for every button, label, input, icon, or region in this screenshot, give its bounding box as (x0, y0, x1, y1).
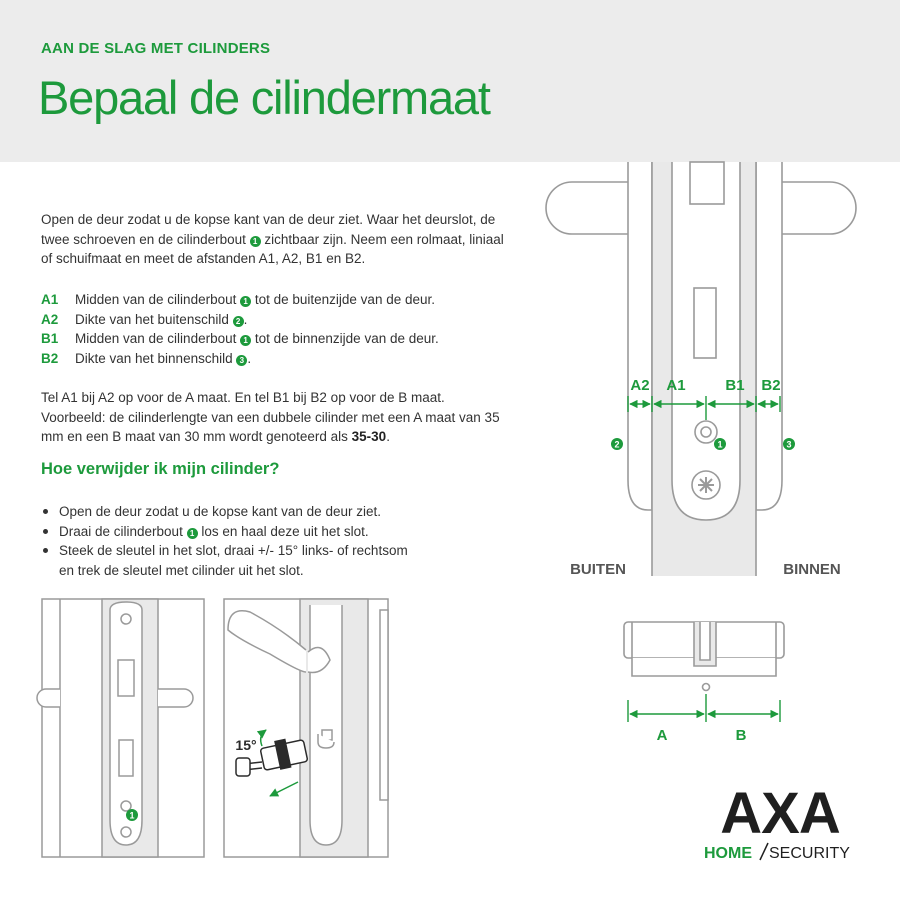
logo-brand: AXA (720, 781, 840, 846)
definition-text: . (243, 311, 248, 327)
intro-line: of schuifmaat en meet de afstanden A1, A2, B1 en B2. (41, 251, 366, 267)
definition-text: Dikte van het binnenschild (75, 350, 237, 366)
marker-icon: 2 (233, 316, 244, 327)
kicker: AAN DE SLAG MET CILINDERS (41, 40, 271, 57)
definition-code: B1 (41, 331, 59, 347)
latch-opening (690, 162, 724, 204)
label-b1: B1 (725, 377, 745, 394)
door-diagram (546, 162, 856, 576)
bullet-text: en trek de sleutel met cilinder uit het slot. (59, 562, 304, 578)
inner-handle (782, 182, 856, 234)
definition-code: B2 (41, 350, 59, 366)
cylinder-diagram (624, 622, 784, 691)
definition-code: A2 (41, 311, 59, 327)
marker-2-icon: 2 (614, 439, 620, 450)
outer-plate (628, 162, 652, 510)
page-title: Bepaal de cilindermaat (38, 71, 490, 124)
marker-1-icon: 1 (717, 439, 723, 450)
bullet-text: los en haal deze uit het slot. (197, 523, 369, 539)
definition-text: tot de buitenzijde van de deur. (251, 292, 435, 307)
example-line: Tel A1 bij A2 op voor de A maat. En tel B1 bij B2 op voor de B maat. (41, 390, 445, 405)
removal-heading: Hoe verwijder ik mijn cilinder? (41, 460, 280, 478)
marker-1-icon: 1 (129, 810, 135, 821)
bullet-text: Draai de cilinderbout (59, 523, 187, 539)
lock-front-diagram (37, 599, 204, 857)
intro-line: Open de deur zodat u de kopse kant van de deur ziet. Waar het deurslot, de (41, 212, 496, 227)
bullet-text: Steek de sleutel in het slot, draai +/- 15° links- of rechtsom (59, 543, 408, 559)
label-b2: B2 (761, 377, 781, 394)
label-a2: A2 (630, 377, 650, 394)
angle-label: 15° (235, 737, 257, 753)
marker-icon: 3 (236, 355, 247, 366)
side-outside-label: BUITEN (570, 561, 626, 578)
cylinder-dimensions (628, 694, 780, 722)
axa-logo (704, 781, 850, 862)
marker-icon: 1 (240, 335, 251, 346)
example-notation: 35-30 (351, 429, 387, 445)
label-a1: A1 (666, 377, 686, 394)
example-text: . (386, 429, 390, 445)
definition-text: Midden van de cilinderbout (75, 292, 241, 307)
definition-text: Dikte van het buitenschild (75, 311, 233, 327)
marker-3-icon: 3 (786, 439, 792, 450)
key-turn-diagram (224, 599, 388, 857)
definition-code: A1 (41, 292, 59, 307)
outer-handle (546, 182, 628, 234)
logo-tagline-home: HOME (704, 845, 752, 862)
intro-text: twee schroeven en de cilinderbout (41, 231, 250, 247)
marker-1-icon: 1 (250, 236, 261, 247)
marker-icon: 1 (240, 296, 251, 307)
marker-icon: 1 (187, 528, 198, 539)
label-a: A (656, 727, 668, 744)
definition-text: tot de binnenzijde van de deur. (251, 331, 439, 347)
label-b: B (735, 727, 747, 744)
example-line: Voorbeeld: de cilinderlengte van een dubbele cilinder met een A maat van 35 (41, 409, 500, 425)
side-inside-label: BINNEN (783, 561, 841, 578)
example-text: mm en een B maat van 30 mm wordt genoteerd als (41, 429, 352, 445)
bullet-text: Open de deur zodat u de kopse kant van de deur ziet. (59, 504, 381, 519)
definition-text: Midden van de cilinderbout (75, 331, 241, 347)
logo-tagline-security: SECURITY (769, 845, 850, 862)
inner-plate (756, 162, 782, 510)
intro-text: zichtbaar zijn. Neem een rolmaat, liniaal (260, 231, 504, 247)
definition-text: . (247, 350, 252, 366)
bolt-opening (694, 288, 716, 358)
